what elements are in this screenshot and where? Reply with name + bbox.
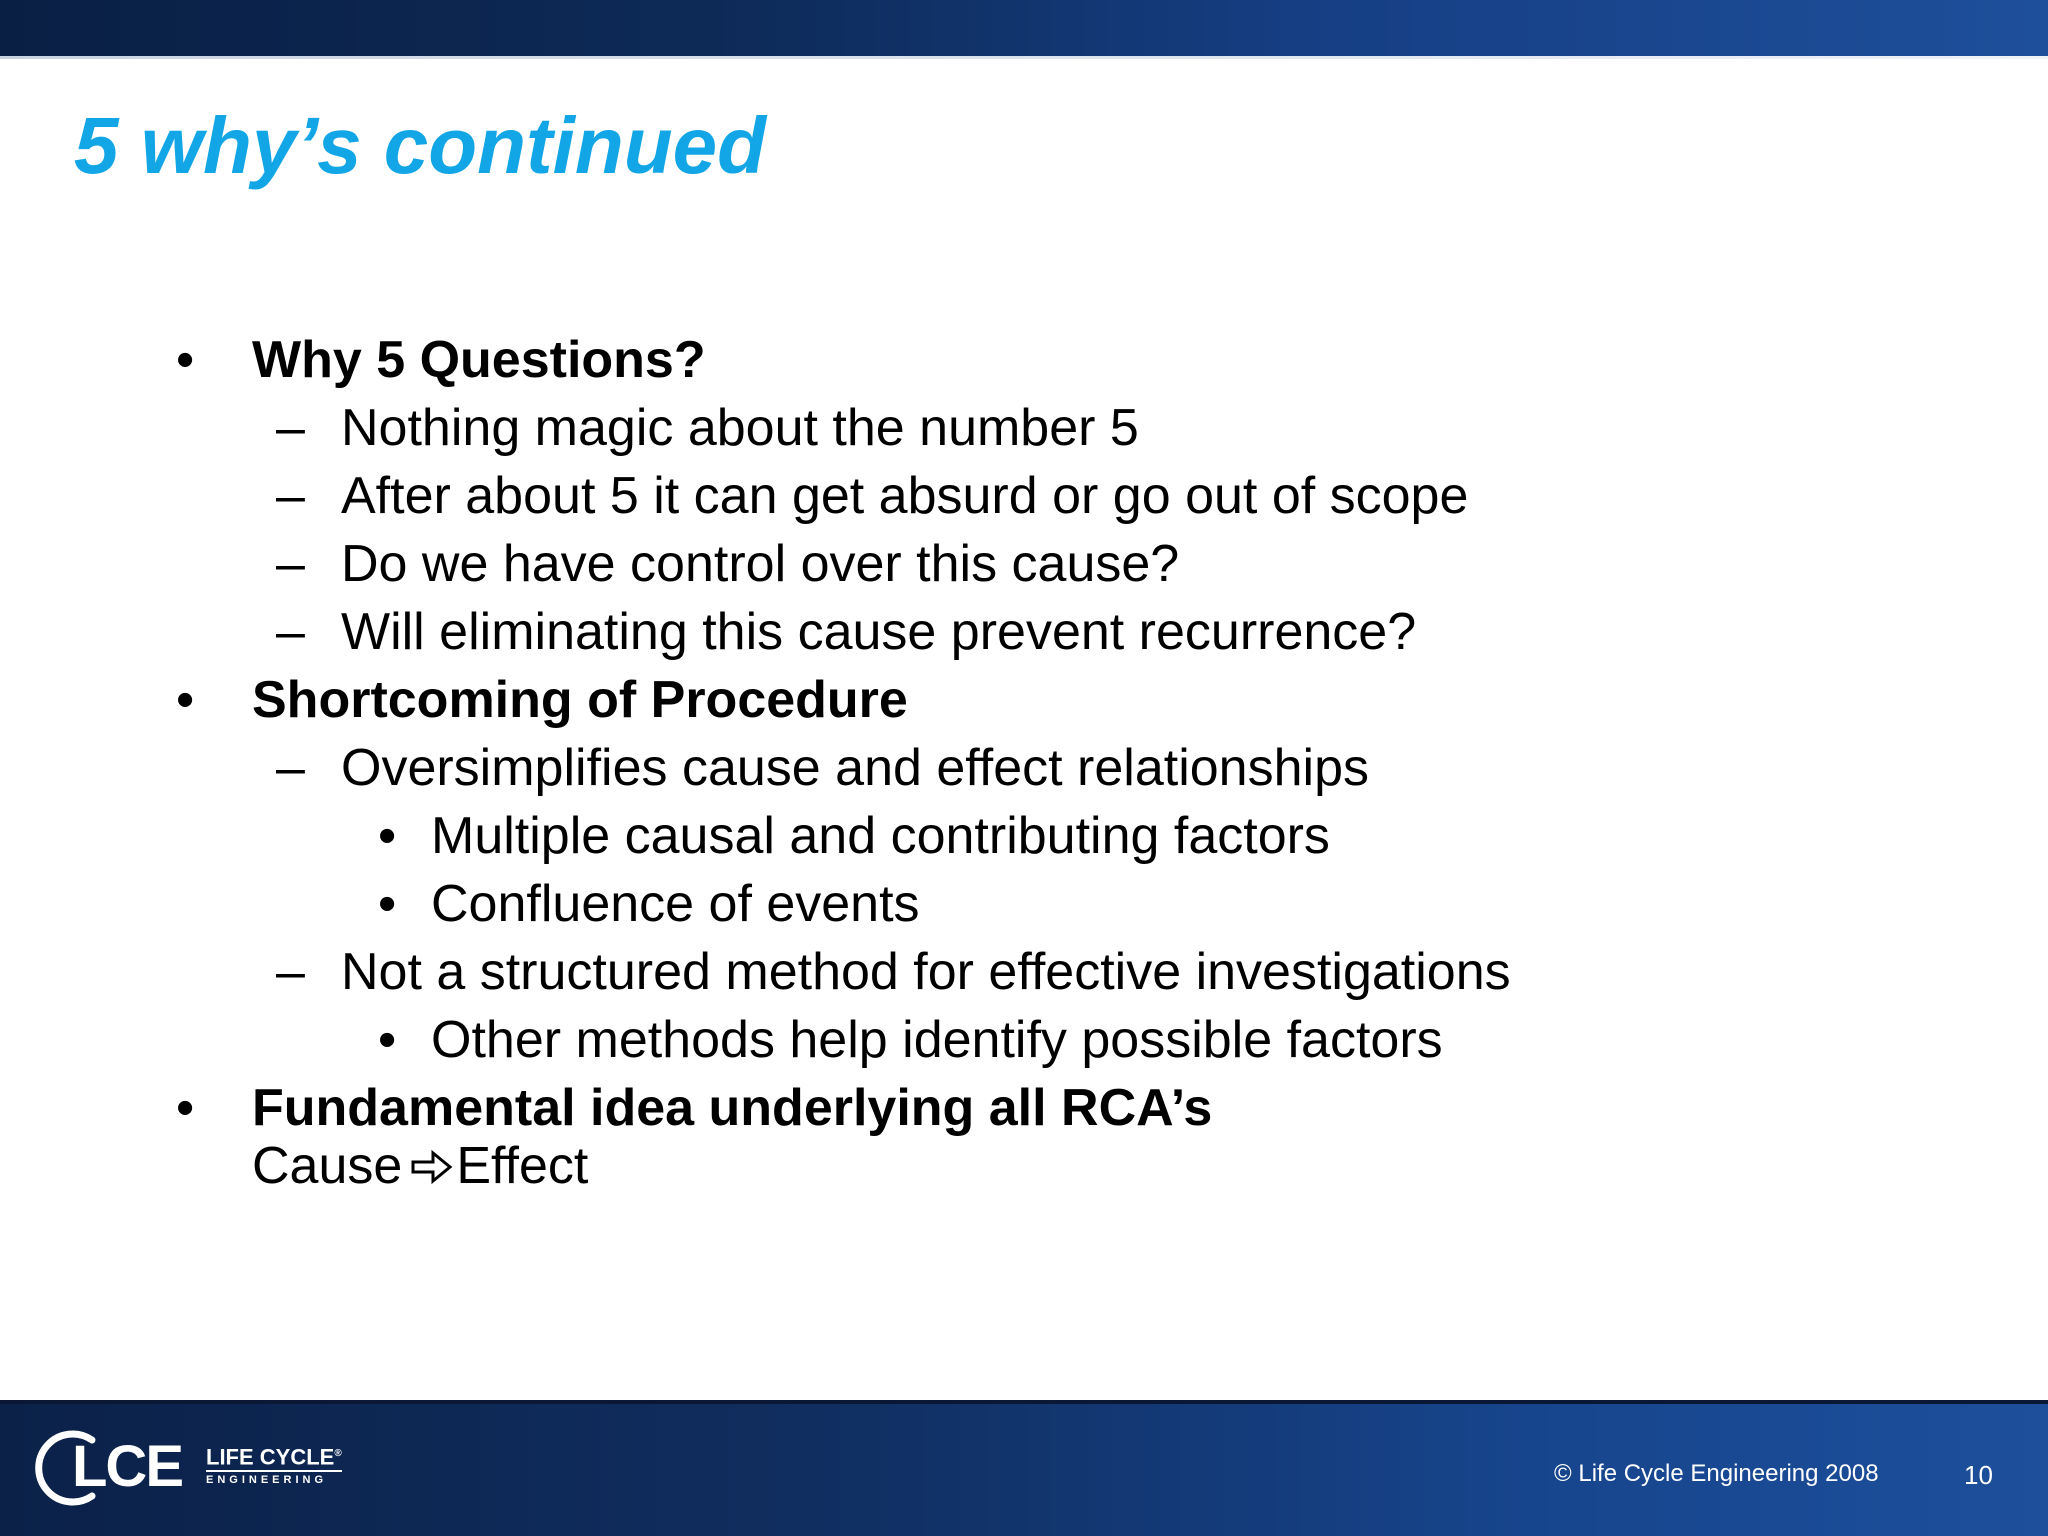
logo-trademark: ® (334, 1448, 342, 1459)
copyright-notice: © Life Cycle Engineering 2008 (1554, 1460, 1879, 1487)
subbullet (176, 462, 1936, 530)
dash-marker: – (276, 943, 305, 1001)
bullet-text: Shortcoming of Procedure (252, 671, 908, 729)
sub-subbullet-text: Confluence of events (431, 875, 920, 933)
cause-effect-text (252, 1136, 588, 1196)
logo-name (206, 1442, 342, 1472)
subbullet-text: Nothing magic about the number 5 (341, 399, 1139, 457)
slide-title: 5 why’s continued (74, 101, 766, 190)
subbullet-text: Not a structured method for effective investigations (341, 943, 1511, 1001)
cause-label: Cause (252, 1137, 403, 1195)
subbullet (176, 938, 1936, 1006)
logo-wordmark (206, 1442, 342, 1488)
subbullet (176, 734, 1936, 802)
cause-effect-line (176, 1137, 1936, 1202)
subbullet-text: Oversimplifies cause and effect relationships (341, 739, 1369, 797)
bullet-shortcoming-of-procedure (176, 666, 1936, 734)
subbullet-text: After about 5 it can get absurd or go out of scope (341, 467, 1469, 525)
bullet-why-5-questions (176, 326, 1936, 394)
sub-subbullet (176, 1006, 1936, 1074)
subbullet (176, 530, 1936, 598)
bullet-text: Why 5 Questions? (252, 331, 706, 389)
bullet-fundamental-idea (176, 1074, 1936, 1142)
sub-subbullet (176, 870, 1936, 938)
sub-subbullet (176, 802, 1936, 870)
subbullet-text: Will eliminating this cause prevent recurrence? (341, 603, 1417, 661)
logo-subtitle: ENGINEERING (206, 1474, 328, 1487)
subbullet-text: Do we have control over this cause? (341, 535, 1180, 593)
subbullet (176, 394, 1936, 462)
sub-subbullet-text: Multiple causal and contributing factors (431, 807, 1330, 865)
bullet-marker: • (378, 807, 397, 865)
bullet-marker: • (176, 331, 195, 389)
bullet-marker: • (176, 671, 195, 729)
page-number: 10 (1964, 1460, 1993, 1490)
subbullet (176, 598, 1936, 666)
dash-marker: – (276, 467, 305, 525)
right-outline-arrow-icon (410, 1147, 454, 1187)
bullet-marker: • (378, 875, 397, 933)
dash-marker: – (276, 739, 305, 797)
logo-letters: LCE (72, 1434, 182, 1499)
dash-marker: – (276, 399, 305, 457)
dash-marker: – (276, 603, 305, 661)
top-banner (0, 0, 2048, 56)
company-logo (34, 1428, 342, 1508)
dash-marker: – (276, 535, 305, 593)
effect-label: Effect (456, 1137, 589, 1195)
sub-subbullet-text: Other methods help identify possible factors (431, 1011, 1443, 1069)
bullet-marker: • (378, 1011, 397, 1069)
bullet-text: Fundamental idea underlying all RCA’s (252, 1079, 1213, 1137)
slide-body (176, 326, 1936, 1202)
bullet-marker: • (176, 1079, 195, 1137)
logo-name-text: LIFE CYCLE (206, 1444, 335, 1470)
